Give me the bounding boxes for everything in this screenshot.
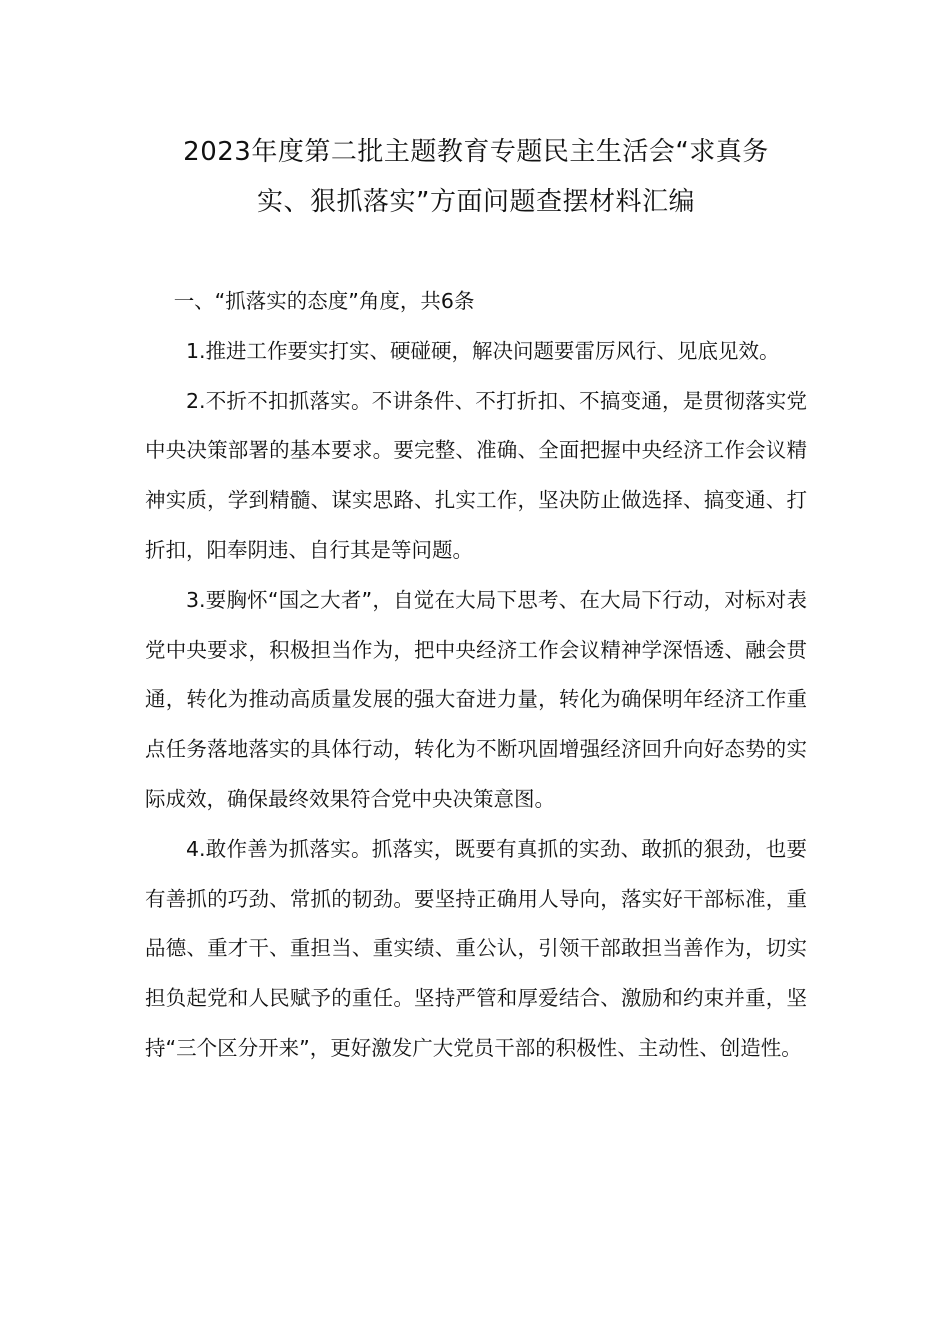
section-heading: 一、“抓落实的态度”角度，共6条 <box>173 289 475 313</box>
paragraph-2: 2.不折不扣抓落实。不讲条件、不打折扣、不搞变通，是贯彻落实党中央决策部署的基本要求。要完整、准确、全面把握中央经济工作会议精神实质，学到精髓、谋实思路、扎实工作，坚决防止做选择、搞变通、打折扣，阳奉阴违、自行其是等问题。 <box>145 388 807 562</box>
paragraph-1: 1.推进工作要实打实、硬碰硬，解决问题要雷厉风行、见底见效。 <box>186 338 780 363</box>
title-line-2: 实、狠抓落实”方面问题查摆材料汇编 <box>257 187 695 217</box>
paragraph-3: 3.要胸怀“国之大者”，自觉在大局下思考、在大局下行动，对标对表党中央要求，积极担当作为，把中央经济工作会议精神学深悟透、融会贯通，转化为推动高质量发展的强大奋进力量，转化为确保明年经济工作重点任务落地落实的具体行动，转化为不断巩固增强经济回升向好态势的实际成效，确保最终效果符合党中央决策意图。 <box>145 587 807 811</box>
title-line-1: 2023年度第二批主题教育专题民主生活会“求真务 <box>183 137 769 167</box>
document-body <box>145 277 807 1074</box>
document-title <box>145 127 807 227</box>
paragraph-4: 4.敢作善为抓落实。抓落实，既要有真抓的实劲、敢抓的狠劲，也要有善抓的巧劲、常抓的韧劲。要坚持正确用人导向，落实好干部标准，重品德、重才干、重担当、重实绩、重公认，引领干部敢担当善作为，切实担负起党和人民赋予的重任。坚持严管和厚爱结合、激励和约束并重，坚持“三个区分开来”，更好激发广大党员干部的积极性、主动性、创造性。 <box>145 836 807 1060</box>
